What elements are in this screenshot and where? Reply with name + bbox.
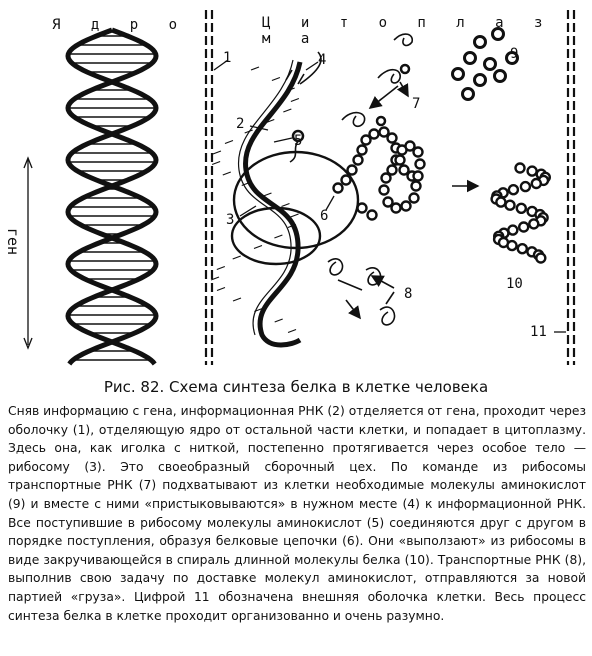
amino-acid-bead (380, 186, 389, 195)
nuclear-membrane (206, 10, 212, 365)
amino-acid-bead (388, 134, 397, 143)
protein-bead (508, 241, 517, 250)
mrna-backbone (246, 62, 303, 345)
protein-bead (506, 201, 515, 210)
callout-6: 6 (320, 208, 329, 224)
amino-acid-bead (400, 166, 409, 175)
mrna-tick (275, 319, 283, 322)
cell-membrane (568, 10, 574, 365)
protein-bead (518, 244, 527, 253)
amino-acid-bead (370, 130, 379, 139)
protein-bead (509, 185, 518, 194)
callout-9: 9 (510, 46, 519, 62)
amino-acid-bead (392, 204, 401, 213)
protein-bead (529, 219, 538, 228)
mrna-tick (254, 246, 262, 249)
amino-acid-bead (414, 172, 423, 181)
amino-acid-bead (416, 160, 425, 169)
dna-double-helix (68, 30, 156, 364)
mrna-tick (233, 298, 241, 301)
free-amino-acid (453, 69, 464, 80)
protein-bead (519, 223, 528, 232)
amino-acid-bead (354, 156, 363, 165)
amino-acid-bead (412, 182, 421, 191)
transport-rna-loaded (342, 34, 412, 126)
nucleus-label: Я д р о (52, 17, 189, 33)
mrna-tick (291, 214, 299, 217)
gene-span-arrow (24, 158, 32, 348)
free-amino-acid (475, 75, 486, 86)
amino-acid-bead (334, 184, 343, 193)
mrna-tick (251, 67, 259, 70)
callout-8: 8 (404, 286, 413, 302)
mrna-tick (233, 256, 241, 259)
free-amino-acid (495, 71, 506, 82)
mrna-tick (212, 162, 220, 165)
mrna-tick (272, 78, 280, 81)
amino-acid-bead (410, 194, 419, 203)
protein-bead (517, 204, 526, 213)
protein-bead (516, 164, 525, 173)
protein-bead (528, 167, 537, 176)
mrna-tick (263, 193, 271, 196)
figure-caption: Рис. 82. Схема синтеза белка в клетке человека (103, 378, 489, 396)
mrna-tick (225, 141, 233, 144)
mrna-tick (217, 267, 225, 270)
mrna-tick (291, 99, 299, 102)
protein-molecule (492, 164, 550, 263)
gene-label: ген (4, 228, 22, 256)
callout-3: 3 (226, 212, 235, 228)
amino-acid-bead (358, 204, 367, 213)
protein-bead (536, 254, 545, 263)
callout-4: 4 (318, 52, 327, 68)
transport-rna-free (328, 259, 395, 325)
callout-10: 10 (506, 276, 523, 292)
mrna-strand (211, 60, 303, 345)
amino-acid-bead (414, 148, 423, 157)
protein-bead (521, 182, 530, 191)
callout-11: 11 (530, 324, 547, 340)
callout-5: 5 (294, 133, 303, 149)
mrna-tick (213, 151, 221, 154)
mrna-tick (281, 204, 289, 207)
mrna-tick (223, 172, 231, 175)
mrna-tick (283, 109, 291, 112)
free-amino-acid (485, 59, 496, 70)
amino-acid-bead (396, 156, 405, 165)
protein-bead (508, 226, 517, 235)
mrna-tick (217, 288, 225, 291)
free-amino-acid (465, 53, 476, 64)
amino-acid-bead (382, 174, 391, 183)
ribosome (232, 152, 358, 264)
figure-description: Сняв информацию с гена, информационная РНК (2) отделяется от гена, проходит через оболочку (1), отделяющую ядро от остальной части клетки, и попадает в цитоплазму. Здесь она, как иголка с ниткой, постепенно протягивается через особое тело — рибосому (3). Это своеобразный сборочный цех. По команде из рибосомы транспортные РНК (7) подхватывают из клетки необходимые молекулы аминокислот (9) и вместе с ними «пристыковываются» в нужном месте (4) к информационной РНК. Все поступившие в рибосому молекулы аминокислот (5) соединяются друг с другом в порядке поступления, образуя белковые цепочки (6). Они «выползают» из рибосомы в виде закручивающейся в спираль длинной молекулы белка (10). Транспортные РНК (8), выполнив свою задачу по доставке молекул аминокислот, отправляются за новой партией «груза». Цифрой 11 обозначена внешняя оболочка клетки. Весь процесс синтеза белка в клетке проходит организованно и очень разумно. (8, 404, 586, 623)
amino-acid-bead (348, 166, 357, 175)
amino-acid-bead (342, 176, 351, 185)
protein-bead (532, 179, 541, 188)
amino-acid-bead (358, 146, 367, 155)
free-amino-acid (463, 89, 474, 100)
callout-7: 7 (412, 96, 421, 112)
protein-bead (496, 198, 505, 207)
cytoplasm-label: Ц и т о п л а з м а (262, 15, 554, 47)
amino-acid-bead (368, 211, 377, 220)
mrna-tick (288, 330, 296, 333)
amino-acid-bead (402, 202, 411, 211)
callout-1: 1 (223, 50, 232, 66)
callout-2: 2 (236, 116, 245, 132)
mrna-tick (274, 235, 282, 238)
